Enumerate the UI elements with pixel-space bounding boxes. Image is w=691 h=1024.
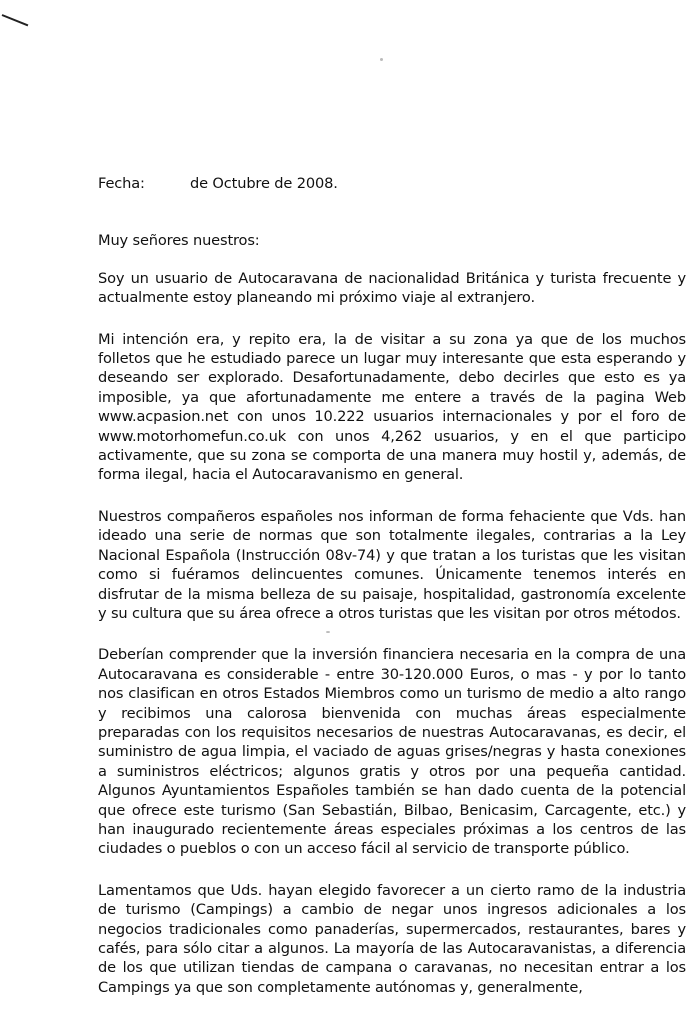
paragraph-regulations: Nuestros compañeros españoles nos informan de forma fehaciente que Vds. han ideado una serie de normas que son totalmente ilegales, contrarias a la Ley Nacional Española (Instrucción 08v-74) y que tratan a los turistas que les visitan como si fuéramos delincuentes comunes. Únicamente tenemos interés en disfrutar de la misma belleza de su paisaje, hospitalidad, gastronomía excelente y su cultura que su área ofrece a otros turistas que les visitan por otros métodos. xyxy=(98,507,686,622)
date-label: Fecha: xyxy=(98,175,145,192)
letter-body xyxy=(98,174,686,1019)
scan-speck xyxy=(380,58,383,61)
scan-mark xyxy=(2,14,29,26)
salutation: Muy señores nuestros: xyxy=(98,232,260,250)
paragraph-intro: Soy un usuario de Autocaravana de nacionalidad Británica y turista frecuente y actualmente estoy planeando mi próximo viaje al extranjero. xyxy=(98,269,686,307)
date-value: de Octubre de 2008. xyxy=(190,175,338,192)
date-line xyxy=(98,174,686,193)
paragraph-investment: Deberían comprender que la inversión financiera necesaria en la compra de una Autocaravana es considerable - entre 30-120.000 Euros, o mas - y por lo tanto nos clasifican en otros Estados Miembros como un turismo de medio a alto rango y recibimos una calorosa bienvenida con muchas áreas especialmente preparadas con los requisitos necesarios de nuestras Autocaravanas, es decir, el suministro de agua limpia, el vaciado de aguas grises/negras y hasta conexiones a suministros eléctricos; algunos gratis y otros por una pequeña cantidad. Algunos Ayuntamientos Españoles también se han dado cuenta de la potencial que ofrece este turismo (San Sebastián, Bilbao, Benicasim, Carcagente, etc.) y han inaugurado recientemente áreas especiales próximas a los centros de las ciudades o pueblos o con un acceso fácil al servicio de transporte público. xyxy=(98,646,686,858)
paragraph-campings: Lamentamos que Uds. hayan elegido favorecer a un cierto ramo de la industria de turismo (Campings) a cambio de negar unos ingresos adicionales a los negocios tradicionales como panaderías, supermercados, restaurantes, bares y cafés, para sólo citar a algunos. La mayoría de las Autocaravanistas, a diferencia de los que utilizan tiendas de campana o caravanas, no necesitan entrar a los Campings ya que son completamente autónomas y, generalmente, xyxy=(98,881,686,996)
paragraph-intention: Mi intención era, y repito era, la de visitar a su zona ya que de los muchos folletos que he estudiado parece un lugar muy interesante que esta esperando y deseando ser explorado. Desafortunadamente, debo decirles que esto es ya imposible, ya que afortunadamente me entere a través de la pagina Web www.acpasion.net con unos 10.222 usuarios internacionales y por el foro de www.motorhomefun.co.uk con unos 4,262 usuarios, y en el que participo activamente, que su zona se comporta de una manera muy hostil y, además, de forma ilegal, hacia el Autocaravanismo en general. xyxy=(98,330,686,484)
